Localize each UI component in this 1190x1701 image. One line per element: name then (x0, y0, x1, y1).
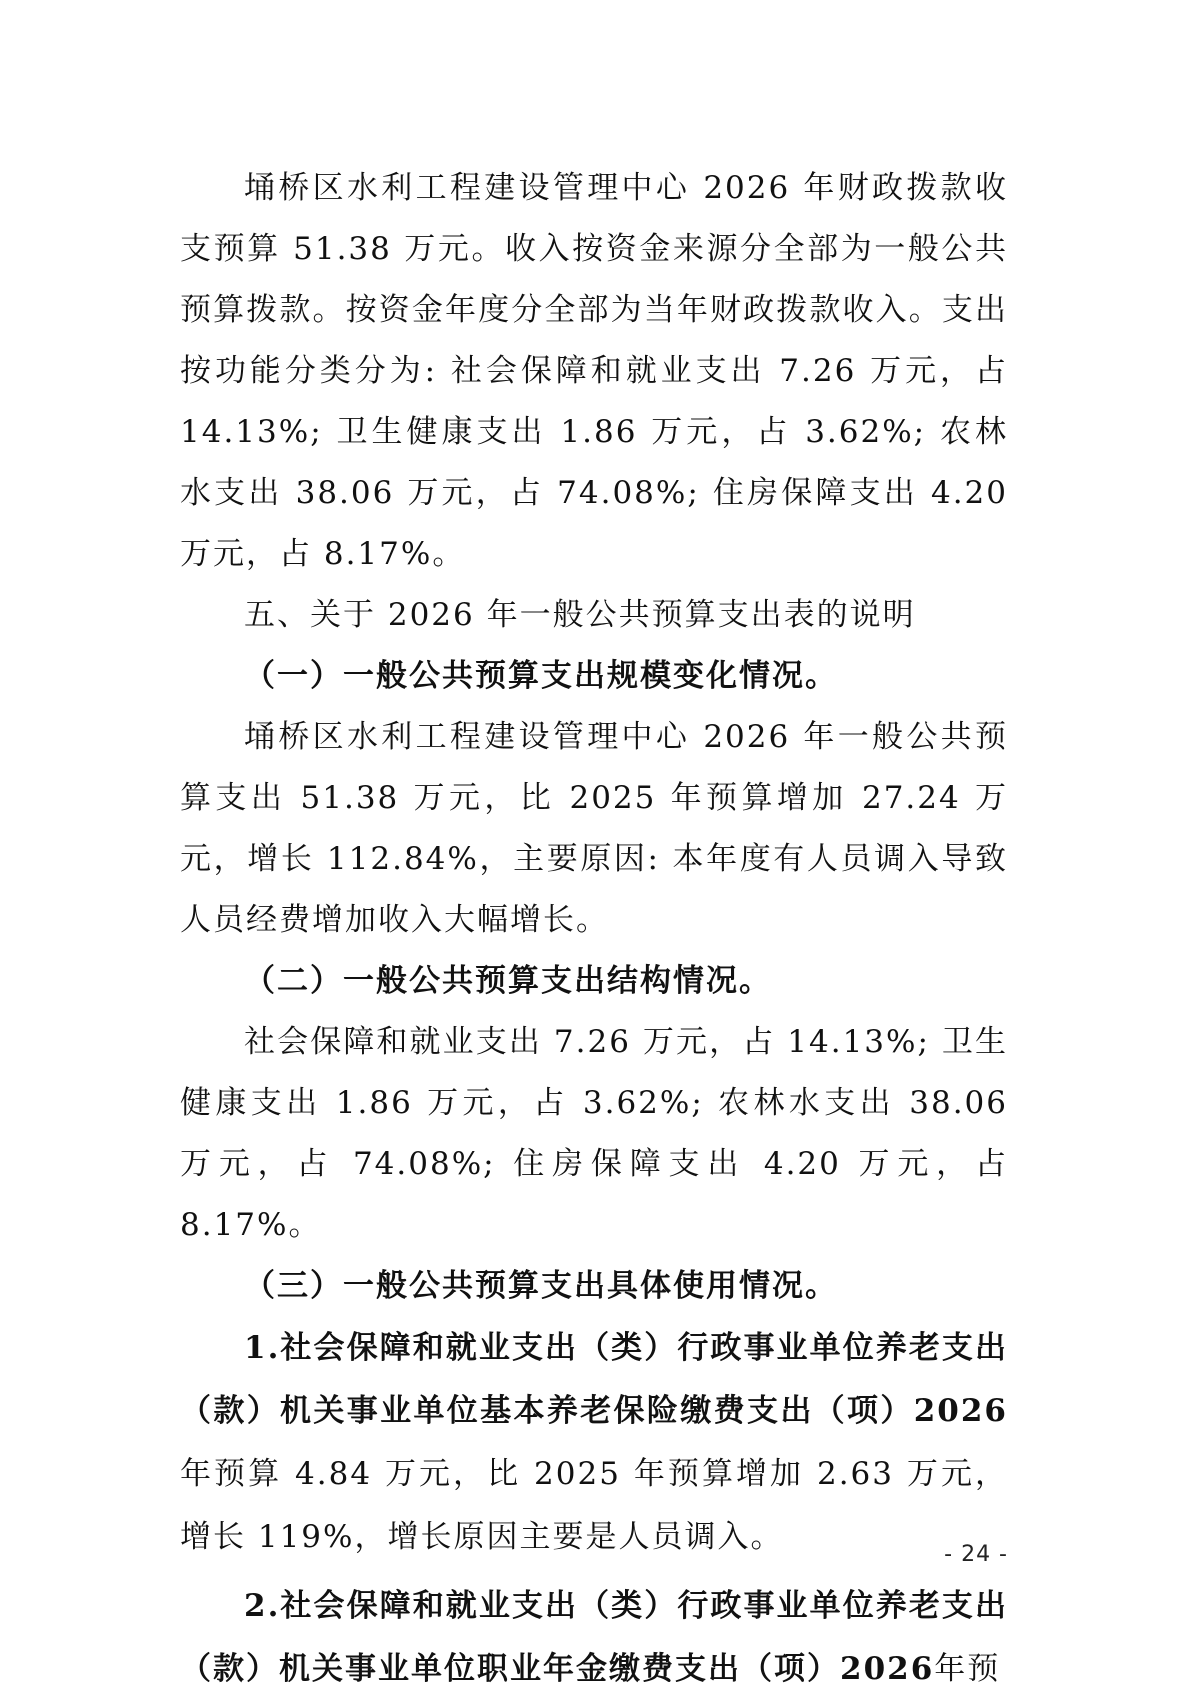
usage-item-1-detail: 年预算 4.84 万元，比 2025 年预算增加 2.63 万元，增长 119%，增长原因主要是人员调入。 (180, 1456, 1008, 1555)
usage-item-1 (180, 1317, 1008, 1569)
paragraph-structure: 社会保障和就业支出 7.26 万元，占 14.13%; 卫生健康支出 1.86 万元，占 3.62%; 农林水支出 38.06 万元，占 74.08%; 住房保障支出 4.20 万元，占 8.17%。 (180, 1024, 1008, 1243)
document-body (180, 158, 1008, 1701)
section-heading-5: 五、关于 2026 年一般公共预算支出表的说明 (244, 597, 916, 633)
usage-item-2 (180, 1575, 1008, 1701)
subheading-structure: （二）一般公共预算支出结构情况。 (244, 963, 772, 999)
subheading-usage: （三）一般公共预算支出具体使用情况。 (244, 1268, 838, 1304)
paragraph-scale-change: 埇桥区水利工程建设管理中心 2026 年一般公共预算支出 51.38 万元，比 2025 年预算增加 27.24 万元，增长 112.84%，主要原因: 本年度有人员调入导致人员经费增加收入大幅增长。 (180, 719, 1008, 938)
usage-item-2-detail: 年预 (934, 1651, 1001, 1687)
page-number: - 24 - (944, 1542, 1008, 1567)
usage-item-2-title: 2.社会保障和就业支出（类）行政事业单位养老支出（款）机关事业单位职业年金缴费支出（项）2026 (180, 1588, 1008, 1687)
paragraph-budget-summary: 埇桥区水利工程建设管理中心 2026 年财政拨款收支预算 51.38 万元。收入按资金来源分全部为一般公共预算拨款。按资金年度分全部为当年财政拨款收入。支出按功能分类分为: 社会保障和就业支出 7.26 万元，占 14.13%; 卫生健康支出 1.86 万元，占 3.62%; 农林水支出 38.06 万元，占 74.08%; 住房保障支出 4.20 万元，占 8.17%。 (180, 170, 1008, 572)
usage-item-1-title: 1.社会保障和就业支出（类）行政事业单位养老支出（款）机关事业单位基本养老保险缴费支出（项）2026 (180, 1330, 1008, 1429)
subheading-scale-change: （一）一般公共预算支出规模变化情况。 (244, 658, 838, 694)
